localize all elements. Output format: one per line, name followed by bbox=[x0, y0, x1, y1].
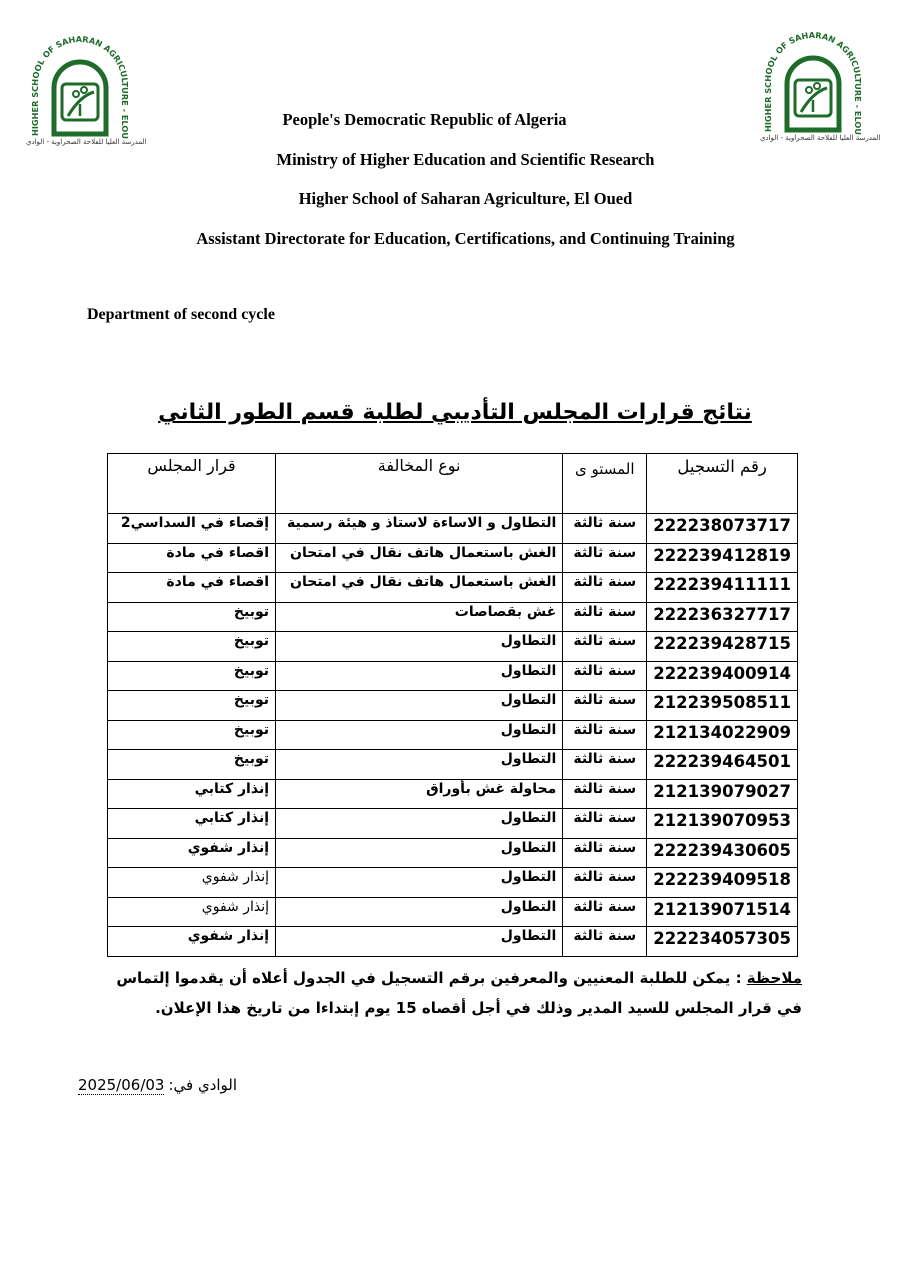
cell-level: سنة ثالثة bbox=[563, 809, 647, 839]
department-label: Department of second cycle bbox=[87, 306, 275, 323]
note-separator: : bbox=[730, 969, 747, 987]
cell-registration: 222239428715 bbox=[647, 632, 798, 662]
cell-offense: التطاول bbox=[276, 691, 563, 721]
table-row bbox=[108, 661, 798, 691]
cell-registration: 212139071514 bbox=[647, 897, 798, 927]
logo-arc-text: HIGHER SCHOOL OF SAHARAN AGRICULTURE - ELOU bbox=[29, 36, 130, 140]
table-row bbox=[108, 514, 798, 544]
cell-decision: اقصاء في مادة bbox=[108, 573, 276, 603]
cell-offense: التطاول bbox=[276, 897, 563, 927]
header-ministry: Ministry of Higher Education and Scientific Research bbox=[276, 150, 655, 169]
logo-arc-text: HIGHER SCHOOL OF SAHARAN AGRICULTURE - ELOU bbox=[762, 32, 863, 136]
cell-registration: 222239430605 bbox=[647, 838, 798, 868]
cell-registration: 212139079027 bbox=[647, 779, 798, 809]
cell-level: سنة ثالثة bbox=[563, 868, 647, 898]
cell-offense: الغش باستعمال هاتف نقال في امتحان bbox=[276, 573, 563, 603]
cell-offense: التطاول bbox=[276, 927, 563, 957]
col-header-registration: رقم التسجيل bbox=[647, 454, 798, 514]
cell-level: سنة ثالثة bbox=[563, 661, 647, 691]
cell-decision: إنذار شفوي bbox=[108, 927, 276, 957]
cell-registration: 212139070953 bbox=[647, 809, 798, 839]
table-row bbox=[108, 779, 798, 809]
cell-level: سنة ثالثة bbox=[563, 543, 647, 573]
cell-registration: 222239400914 bbox=[647, 661, 798, 691]
cell-offense: محاولة غش بأوراق bbox=[276, 779, 563, 809]
cell-registration: 222239464501 bbox=[647, 750, 798, 780]
cell-registration: 212134022909 bbox=[647, 720, 798, 750]
cell-offense: التطاول و الاساءة لاستاذ و هيئة رسمية bbox=[276, 514, 563, 544]
cell-registration: 222234057305 bbox=[647, 927, 798, 957]
cell-registration: 222236327717 bbox=[647, 602, 798, 632]
note-text: يمكن للطلبة المعنيين والمعرفين برقم التسجيل في الجدول أعلاه أن يقدموا إلتماس في قرار المجلس للسيد المدير وذلك في أجل أقصاه 15 يوم إبتداءا من تاريخ هذا الإعلان. bbox=[116, 969, 802, 1017]
logo-caption-right: المدرسة العليا للفلاحة الصحراوية - الوادي bbox=[760, 134, 881, 142]
cell-level: سنة ثالثة bbox=[563, 779, 647, 809]
table-row bbox=[108, 543, 798, 573]
table-row bbox=[108, 809, 798, 839]
cell-registration: 222239409518 bbox=[647, 868, 798, 898]
table-row bbox=[108, 602, 798, 632]
cell-decision: توبيخ bbox=[108, 602, 276, 632]
cell-offense: التطاول bbox=[276, 661, 563, 691]
cell-decision: إنذار كتابي bbox=[108, 779, 276, 809]
cell-decision: توبيخ bbox=[108, 691, 276, 721]
table-row bbox=[108, 750, 798, 780]
cell-registration: 222238073717 bbox=[647, 514, 798, 544]
cell-decision: إنذار شفوي bbox=[108, 868, 276, 898]
cell-offense: التطاول bbox=[276, 809, 563, 839]
cell-offense: التطاول bbox=[276, 838, 563, 868]
cell-level: سنة ثالثة bbox=[563, 632, 647, 662]
cell-decision: توبيخ bbox=[108, 661, 276, 691]
cell-level: سنة ثالثة bbox=[563, 927, 647, 957]
table-row bbox=[108, 927, 798, 957]
note-label: ملاحظة bbox=[746, 969, 802, 987]
issue-date: 2025/06/03 bbox=[78, 1076, 165, 1094]
header-country: People's Democratic Republic of Algeria bbox=[282, 110, 567, 129]
cell-registration: 222239412819 bbox=[647, 543, 798, 573]
cell-offense: التطاول bbox=[276, 720, 563, 750]
place-label: الوادي في: bbox=[168, 1076, 238, 1094]
table-row bbox=[108, 691, 798, 721]
note-paragraph bbox=[112, 963, 802, 1023]
cell-decision: إنذار كتابي bbox=[108, 809, 276, 839]
table-body bbox=[108, 514, 798, 957]
col-header-decision: قرار المجلس bbox=[108, 454, 276, 514]
cell-decision: إنذار شفوي bbox=[108, 838, 276, 868]
cell-level: سنة ثالثة bbox=[563, 514, 647, 544]
cell-offense: الغش باستعمال هاتف نقال في امتحان bbox=[276, 543, 563, 573]
cell-level: سنة ثالثة bbox=[563, 602, 647, 632]
cell-offense: غش بقصاصات bbox=[276, 602, 563, 632]
cell-level: سنة ثالثة bbox=[563, 838, 647, 868]
table-row bbox=[108, 838, 798, 868]
cell-level: سنة ثالثة bbox=[563, 691, 647, 721]
header-directorate: Assistant Directorate for Education, Certifications, and Continuing Training bbox=[196, 229, 735, 248]
col-header-offense: نوع المخالفة bbox=[276, 454, 563, 514]
cell-level: سنة ثالثة bbox=[563, 897, 647, 927]
page-title: نتائج قرارات المجلس التأديبي لطلبة قسم الطور الثاني bbox=[158, 400, 752, 425]
cell-decision: توبيخ bbox=[108, 632, 276, 662]
results-table bbox=[107, 453, 798, 957]
cell-decision: توبيخ bbox=[108, 720, 276, 750]
table-row bbox=[108, 868, 798, 898]
date-line bbox=[78, 1076, 248, 1095]
cell-offense: التطاول bbox=[276, 750, 563, 780]
cell-registration: 222239411111 bbox=[647, 573, 798, 603]
school-logo-left bbox=[24, 36, 136, 148]
table-header-row bbox=[108, 454, 798, 514]
cell-decision: إقصاء في السداسي2 bbox=[108, 514, 276, 544]
table-row bbox=[108, 897, 798, 927]
cell-offense: التطاول bbox=[276, 868, 563, 898]
header-school: Higher School of Saharan Agriculture, El Oued bbox=[298, 189, 633, 208]
cell-decision: توبيخ bbox=[108, 750, 276, 780]
table-row bbox=[108, 632, 798, 662]
cell-decision: إنذار شفوي bbox=[108, 897, 276, 927]
cell-level: سنة ثالثة bbox=[563, 573, 647, 603]
cell-decision: اقصاء في مادة bbox=[108, 543, 276, 573]
cell-level: سنة ثالثة bbox=[563, 720, 647, 750]
table-row bbox=[108, 720, 798, 750]
cell-offense: التطاول bbox=[276, 632, 563, 662]
logo-caption-left: المدرسة العليا للفلاحة الصحراوية - الوادي bbox=[26, 138, 147, 146]
table-row bbox=[108, 573, 798, 603]
col-header-level: المستو ى bbox=[563, 454, 647, 514]
cell-level: سنة ثالثة bbox=[563, 750, 647, 780]
cell-registration: 212239508511 bbox=[647, 691, 798, 721]
